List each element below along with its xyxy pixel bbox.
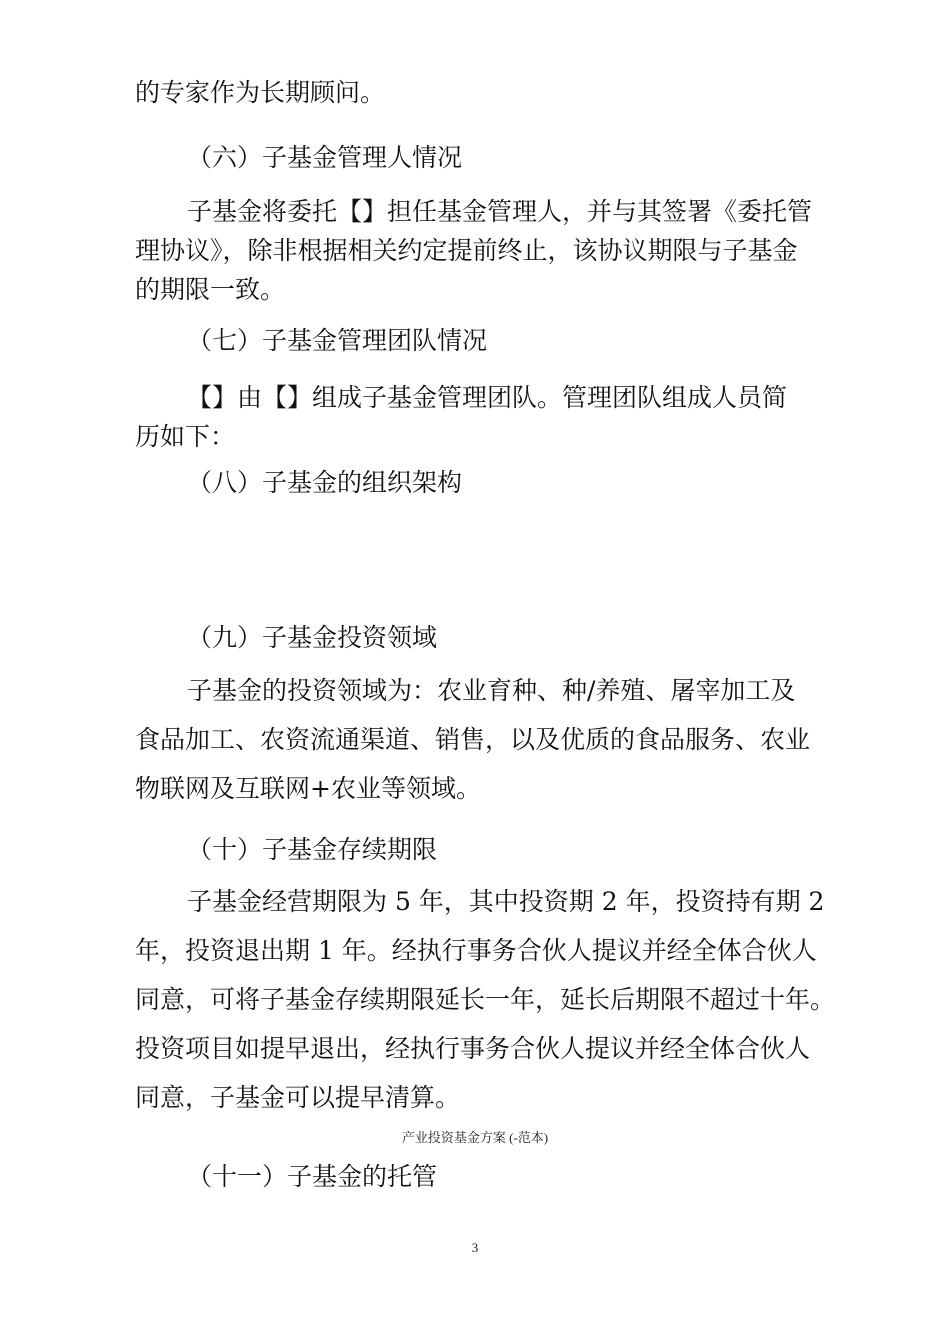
page-footer: 产业投资基金方案 (-范本) — [401, 1130, 549, 1145]
section-heading-10: （十）子基金存续期限 — [187, 835, 438, 864]
paragraph-line: 投资项目如提早退出，经执行事务合伙人提议并经全体合伙人 — [135, 1034, 811, 1063]
section-heading-11: （十一）子基金的托管 — [187, 1162, 438, 1191]
section-heading-9: （九）子基金投资领域 — [187, 623, 438, 652]
paragraph-line: 食品加工、农资流通渠道、销售，以及优质的食品服务、农业 — [135, 725, 811, 754]
paragraph-line: 的期限一致。 — [135, 275, 286, 304]
section-heading-6: （六）子基金管理人情况 — [187, 143, 463, 172]
paragraph-line: 同意，子基金可以提早清算。 — [135, 1083, 461, 1112]
section-heading-8: （八）子基金的组织架构 — [187, 468, 463, 497]
paragraph-line: 的专家作为长期顾问。 — [135, 78, 386, 107]
paragraph-line: 子基金将委托【】担任基金管理人，并与其签署《委托管 — [187, 197, 813, 226]
paragraph-line: 【】由【】组成子基金管理团队。管理团队组成人员简 — [187, 383, 788, 412]
paragraph-line: 理协议》，除非根据相关约定提前终止，该协议期限与子基金 — [135, 236, 798, 265]
paragraph-line: 同意，可将子基金存续期限延长一年，延长后期限不超过十年。 — [135, 985, 836, 1014]
paragraph-line: 历如下： — [135, 422, 236, 451]
paragraph-line: 子基金的投资领域为：农业育种、种/养殖、屠宰加工及 — [187, 676, 796, 705]
section-heading-7: （七）子基金管理团队情况 — [187, 326, 488, 355]
paragraph-line: 物联网及互联网+农业等领域。 — [135, 774, 481, 803]
paragraph-line: 子基金经营期限为 5 年，其中投资期 2 年，投资持有期 2 — [187, 887, 825, 916]
paragraph-line: 年，投资退出期 1 年。经执行事务合伙人提议并经全体合伙人 — [135, 936, 817, 965]
page-number: 3 — [471, 1240, 479, 1255]
